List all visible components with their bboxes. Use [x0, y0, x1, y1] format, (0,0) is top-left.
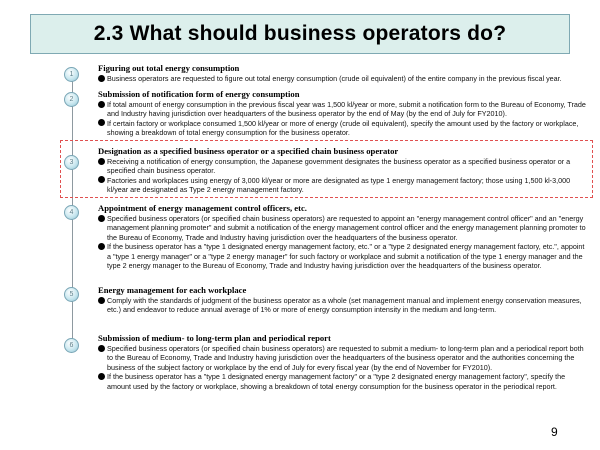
step-bullet: If the business operator has a "type 1 designated energy management factory" or a "type 2 designated energy management factory", specify the amount used by the factory or workplace, showing a breakdown of total energy consumption for the business operator in the periodical report.: [98, 372, 588, 391]
step-figuring-consumption: [98, 63, 588, 83]
step-bullet: Specified business operators (or specified chain business operators) are requested to submit a medium- to long-term plan and a periodical report both to the Bureau of Economy, Trade and Industry having jurisdiction over the headquarters of the business operator and the authorities concerning the business of the subject factory or workplace by the end of July for every fiscal year (by the end of November for FY2010).: [98, 344, 588, 372]
bullet-dot-icon: [98, 176, 105, 183]
bullet-dot-icon: [98, 75, 105, 82]
step-heading: Submission of notification form of energy consumption: [98, 89, 300, 99]
step-heading: Appointment of energy management control officers, etc.: [98, 203, 307, 213]
step-plan-and-report: [98, 333, 588, 391]
step-marker-icon: 1: [64, 67, 79, 82]
step-marker-icon: 5: [64, 287, 79, 302]
step-heading: Figuring out total energy consumption: [98, 63, 240, 73]
slide-title: 2.3 What should business operators do?: [93, 22, 507, 45]
bullet-dot-icon: [98, 373, 105, 380]
bullet-dot-icon: [98, 345, 105, 352]
step-bullet: If certain factory or workplace consumed 1,500 kl/year or more of energy (crude oil equivalent), specify the amount used by the factory or workplace, showing a breakdown of total energy consumption for the business operator.: [98, 119, 588, 138]
step-marker-icon: 2: [64, 92, 79, 107]
step-marker-icon: 6: [64, 338, 79, 353]
step-bullet: If the business operator has a "type 1 designated energy management factory, etc." or a "type 2 designated energy management factory, etc.", appoint a "type 1 energy manager" or a "type 2 energy manager" for such factory or workplace and submit a notification of the type 1 energy manager and the type 2 energy manager to the Bureau of Economy, Trade and Industry having jurisdiction over the headquarters of the business operator.: [98, 242, 588, 270]
step-heading: Designation as a specified business operator or a specified chain business operator: [98, 146, 399, 156]
step-appointment: [98, 203, 588, 270]
bullet-dot-icon: [98, 158, 105, 165]
step-marker-icon: 3: [64, 155, 79, 170]
step-heading: Submission of medium- to long-term plan and periodical report: [98, 333, 331, 343]
step-energy-management: [98, 285, 588, 315]
bullet-dot-icon: [98, 297, 105, 304]
bullet-dot-icon: [98, 119, 105, 126]
bullet-dot-icon: [98, 101, 105, 108]
step-notification-form: [98, 89, 588, 138]
step-bullet: Receiving a notification of energy consumption, the Japanese government designates the business operator as a specified business operator or a specified chain business operator.: [98, 157, 588, 176]
step-marker-icon: 4: [64, 205, 79, 220]
step-bullet: If total amount of energy consumption in the previous fiscal year was 1,500 kl/year or more, submit a notification form to the Bureau of Economy, Trade and Industry having jurisdiction over headquarters of the business operator by the end of May (by the end of July for FY2010).: [98, 100, 588, 119]
step-bullet: Specified business operators (or specified chain business operators) are requested to appoint an "energy management control officer" and an "energy management planning promoter" and submit a notification of the energy management control officer and the energy management planning promoter to the Bureau of Economy, Trade and Industry having jurisdiction over the headquarters of the business operator.: [98, 214, 588, 242]
step-designation: [98, 146, 588, 195]
step-bullet: Business operators are requested to figure out total energy consumption (crude oil equivalent) of the entire company in the previous fiscal year.: [98, 74, 588, 83]
bullet-dot-icon: [98, 215, 105, 222]
step-bullet: Factories and workplaces using energy of 3,000 kl/year or more are designated as type 1 energy management factory; those using 1,500 kl-3,000 kl/year are designated as Type 2 energy management factory.: [98, 176, 588, 195]
step-bullet: Comply with the standards of judgment of the business operator as a whole (set management manual and implement energy conservation measures, etc.) and endeavor to reduce annual average of 1% or more of energy consumption intensity in the medium and long-term.: [98, 296, 588, 315]
step-heading: Energy management for each workplace: [98, 285, 247, 295]
slide-title-box: [30, 14, 570, 54]
bullet-dot-icon: [98, 243, 105, 250]
page-number: 9: [551, 425, 558, 439]
